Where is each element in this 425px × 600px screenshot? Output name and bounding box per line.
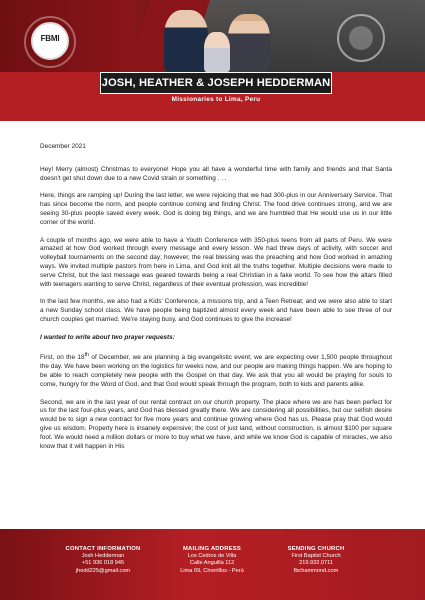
contact-title: CONTACT INFORMATION	[65, 546, 141, 552]
first-request-text: of December, we are planning a big evangelistic event; we are expecting over 1,500 people throughout the day. We have been working on the logistics for weeks now, and our people are making things happen. We are hoping to be able to reach completely new people with the Gospel on that day. We ask that you all would be praying for souls to come, hungry for the Word of God, and that God would speak through the program, both to kids and parents alike.	[40, 354, 392, 388]
letter-paragraph: In the last few months, we also had a Kids' Conference, a missions trip, and a Teen Retreat; and we were also able to start a new Sunday school class. We have people being baptized almost every week and have been able to see three of our church couples get married. We're staying busy, and God continues to give the increase!	[40, 298, 392, 324]
letter-body	[40, 143, 392, 461]
church-website: fbchammond.com	[293, 567, 339, 574]
mailing-line-2: Calle Anguilla 112	[189, 560, 235, 567]
family-photo	[150, 4, 280, 72]
letter-paragraph-first-request	[40, 351, 392, 390]
contact-name: Josh Hedderman	[81, 553, 125, 560]
letter-paragraph: Here, things are ramping up! During the last letter, we were rejoicing that we had 300-plus in our Anniversary Service. That has since become the norm, and people continue coming and finding Christ. The food drive continues strong, and we are seeing 30-plus people saved every week. God is doing big things, and we are humbled that He would use us in our little corner of the world.	[40, 192, 392, 226]
first-request-superscript: th	[84, 352, 90, 359]
missionary-subtitle: Missionaries to Lima, Peru	[171, 96, 261, 103]
church-phone: 219.932.0711	[299, 560, 333, 567]
letter-paragraph: Hey! Merry (almost) Christmas to everyone! Hope you all have a wonderful time with family and friends and that Santa doesn't get shut down due to a new Covid strain or something . . .	[40, 165, 392, 182]
letter-date: December 2021	[40, 143, 86, 150]
first-request-prefix: First, on the 18	[40, 354, 85, 362]
prayer-requests-heading: I wanted to write about two prayer requests:	[40, 333, 175, 341]
church-title: SENDING CHURCH	[287, 546, 345, 552]
letterhead-footer	[0, 529, 425, 600]
letter-paragraph-second-request: Second, we are in the last year of our rental contract on our church property. The place where we are has been perfect for us for the last four-plus years, and God has blessed greatly there. We are considering all possibilities, but our selfish desire would be to sign a new contract for five more years and continue growing where God has us. Please pray that God would give us wisdom. Property here is insanely expensive; the cost of just land, without construction, is almost $100 per square foot. We would need a million dollars or more to buy what we have, and while we know God is capable of miracles, we also know that it will happen in His	[40, 398, 392, 450]
contact-phone: +51 936 018 945	[81, 560, 125, 567]
sending-church	[276, 546, 356, 575]
letter-paragraph: A couple of months ago, we were able to have a Youth Conference with 350-plus teens from all parts of Peru. We were amazed at how God worked through every message and every lesson. We had three days of activity, with soccer and volleyball tournaments on the second day; however, the real blessing was the preaching and how God worked in amazing ways. We invited multiple pastors from here in Lima, and God knit all the truths together. Multiple decisions were made to serve Christ, but the last message was geared towards being a real Christian in a fake world. To see how the altars filled with teenagers wanting to serve Christ, regardless of their eventual profession, was incredible!	[40, 236, 392, 288]
mailing-address	[162, 546, 262, 575]
photo-person-heather	[228, 14, 270, 72]
mailing-line-3: Lima 09, Chorrillos - Perú	[180, 567, 244, 574]
photo-person-joseph	[204, 32, 230, 72]
fbmi-logo-text: FBMI	[40, 34, 60, 43]
peru-seal-center	[349, 26, 373, 50]
church-name: First Baptist Church	[291, 553, 341, 560]
missionary-names: JOSH, HEATHER & JOSEPH HEDDERMAN	[101, 77, 331, 89]
contact-information	[58, 546, 148, 575]
letterhead-header	[0, 0, 425, 121]
contact-email: jhedd225@gmail.com	[75, 567, 131, 574]
mailing-line-1: Los Cedros de Villa	[187, 553, 237, 560]
photo-person-josh	[164, 10, 208, 72]
missionary-names-bar	[100, 72, 332, 94]
mailing-title: MAILING ADDRESS	[182, 546, 242, 552]
